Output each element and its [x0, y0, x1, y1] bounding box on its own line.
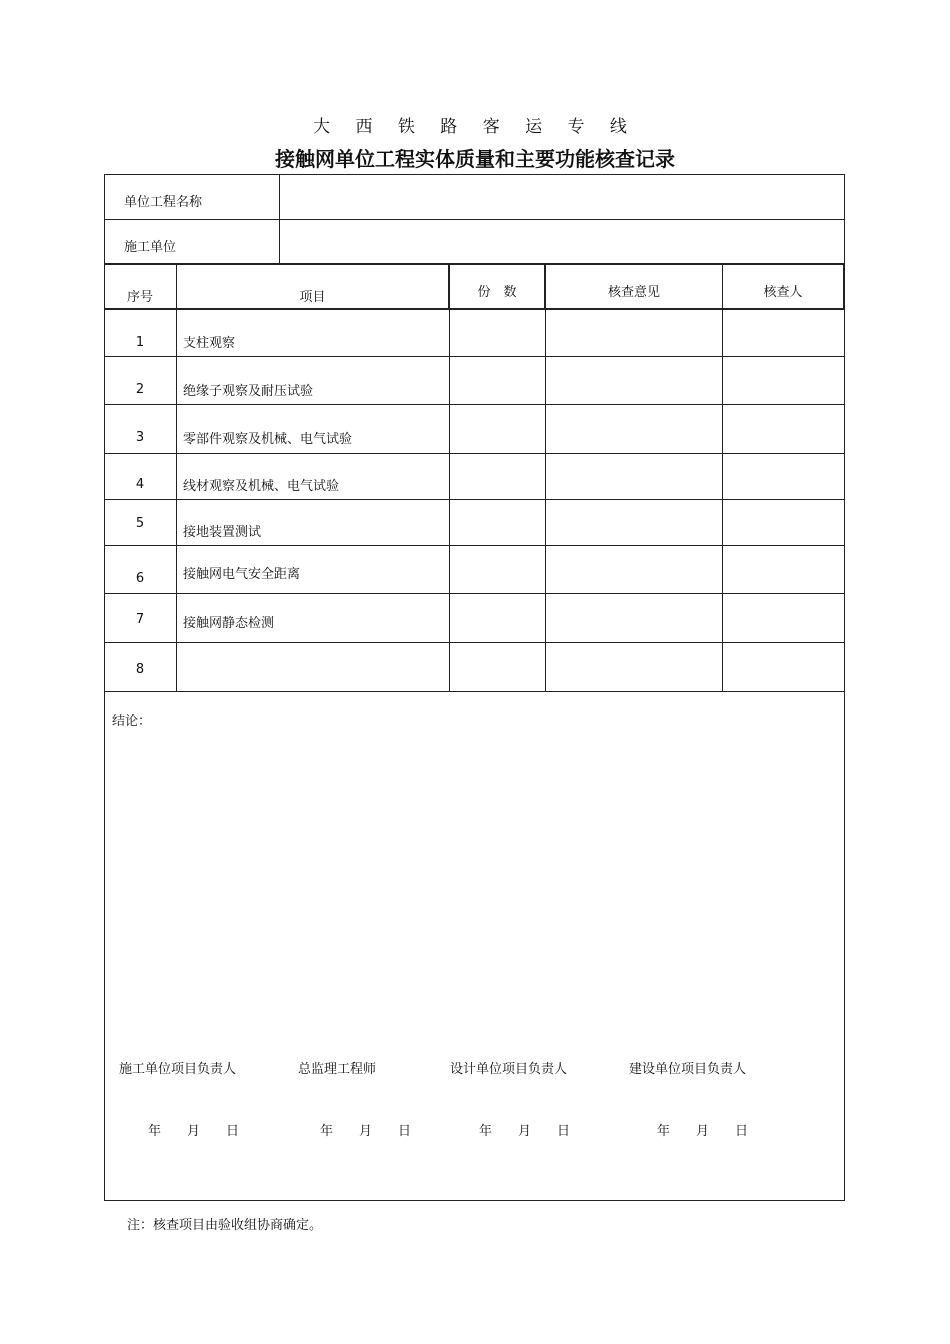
unit-project-name-label: 单位工程名称 — [124, 195, 203, 210]
row-seq: 2 — [135, 382, 145, 397]
signature-construction-role: 施工单位项目负责人 — [119, 1062, 237, 1077]
row-divider — [104, 356, 845, 357]
header-copies: 份 数 — [477, 285, 517, 300]
signature-supervisor-date: 年 月 日 — [320, 1124, 412, 1139]
table-header-top-border — [104, 263, 845, 265]
row-seq: 6 — [135, 571, 145, 586]
signature-construction-date: 年 月 日 — [148, 1124, 240, 1139]
row-item: 接触网静态检测 — [183, 616, 275, 631]
row-seq: 3 — [135, 430, 145, 445]
info-row-divider — [104, 219, 845, 220]
document-subtitle: 大 西 铁 路 客 运 专 线 — [313, 117, 637, 137]
header-item: 项目 — [299, 290, 326, 305]
document-title: 接触网单位工程实体质量和主要功能核查记录 — [275, 147, 675, 171]
row-item: 零部件观察及机械、电气试验 — [183, 432, 353, 447]
row-divider — [104, 453, 845, 454]
signature-owner-date: 年 月 日 — [657, 1124, 749, 1139]
construction-unit-label: 施工单位 — [124, 240, 177, 255]
row-divider — [104, 545, 845, 546]
col-divider-opinion — [722, 263, 723, 692]
info-label-divider — [279, 174, 280, 264]
unit-project-name-field[interactable] — [285, 180, 840, 214]
col-divider-copies — [545, 308, 546, 692]
table-header-bottom-border — [104, 308, 845, 310]
col-divider-seq — [176, 263, 177, 692]
construction-unit-field[interactable] — [285, 225, 840, 259]
row-divider — [104, 593, 845, 594]
row-seq: 5 — [135, 516, 145, 531]
row-seq: 8 — [135, 662, 145, 677]
footnote: 注：核查项目由验收组协商确定。 — [127, 1218, 323, 1233]
form-frame — [104, 174, 845, 1201]
signature-design-role: 设计单位项目负责人 — [450, 1062, 568, 1077]
row-seq: 1 — [135, 335, 145, 350]
row-item: 线材观察及机械、电气试验 — [183, 479, 340, 494]
row-item: 支柱观察 — [183, 336, 236, 351]
signature-design-date: 年 月 日 — [479, 1124, 571, 1139]
row-item: 绝缘子观察及耐压试验 — [183, 384, 314, 399]
table-bottom-divider — [104, 691, 845, 692]
header-checker: 核查人 — [763, 285, 803, 300]
row-item: 接地装置测试 — [183, 525, 262, 540]
row-divider — [104, 499, 845, 500]
row-item: 接触网电气安全距离 — [183, 567, 301, 582]
col-divider-item — [449, 308, 450, 692]
row-divider — [104, 642, 845, 643]
signature-supervisor-role: 总监理工程师 — [298, 1062, 377, 1077]
conclusion-label: 结论： — [112, 714, 152, 729]
header-seq: 序号 — [126, 290, 153, 305]
row-seq: 4 — [135, 477, 145, 492]
table-header-right-border — [843, 263, 845, 310]
header-opinion: 核查意见 — [607, 285, 660, 300]
row-seq: 7 — [135, 612, 145, 627]
row-divider — [104, 404, 845, 405]
signature-owner-role: 建设单位项目负责人 — [629, 1062, 747, 1077]
